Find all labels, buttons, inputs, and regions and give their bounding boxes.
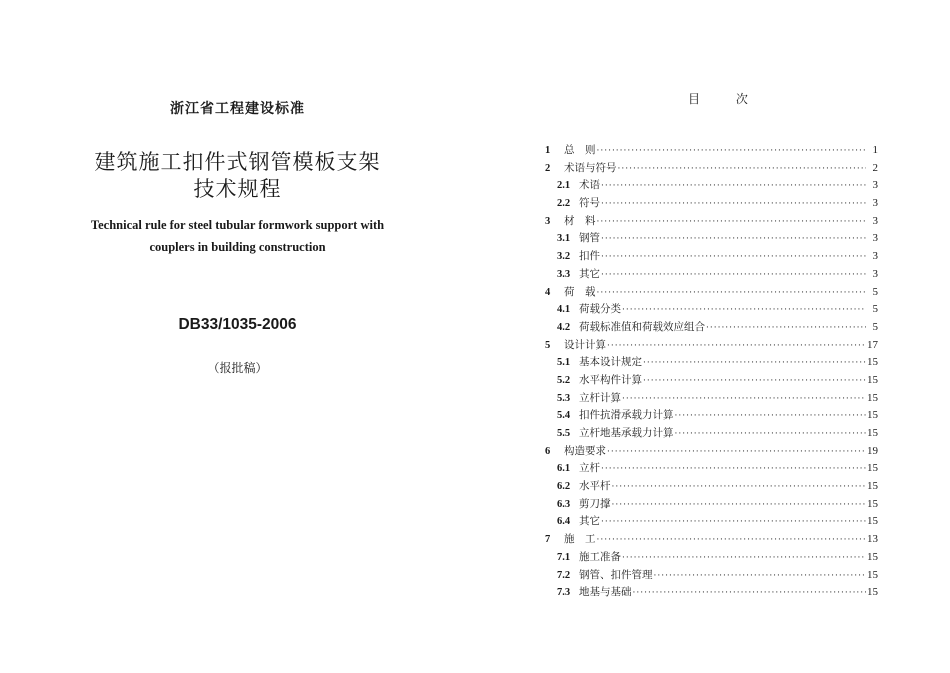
toc-entry-label: 立杆 [579, 462, 600, 475]
toc-entry-page: 17 [867, 338, 878, 351]
toc-entry[interactable] [545, 177, 878, 195]
toc-leader-dots [601, 270, 866, 280]
toc-entry-number: 5.3 [557, 392, 571, 404]
toc-entry-page: 15 [867, 550, 878, 563]
toc-entry-page: 15 [867, 515, 878, 528]
toc-entry-label: 材 料 [564, 214, 596, 227]
toc-entry-number: 5.2 [557, 374, 571, 386]
toc-entry[interactable] [545, 567, 878, 585]
english-title-line2: couplers in building construction [149, 240, 326, 254]
toc-entry-label: 其它 [579, 267, 600, 280]
toc-entry-number: 2 [545, 162, 551, 174]
toc-list [545, 142, 878, 602]
toc-entry-page: 15 [867, 373, 878, 386]
toc-entry-label: 构造要求 [564, 444, 606, 457]
toc-entry-label: 扣件 [579, 250, 600, 263]
toc-leader-dots [607, 341, 866, 351]
standard-code: DB33/1035-2006 [178, 316, 297, 333]
toc-entry-number: 4 [545, 286, 551, 298]
toc-leader-dots [597, 217, 867, 227]
toc-entry[interactable] [545, 496, 878, 514]
toc-entry[interactable] [545, 213, 878, 231]
draft-note: （报批稿） [207, 361, 268, 375]
toc-entry-label: 其它 [579, 515, 600, 528]
toc-entry[interactable] [545, 460, 878, 478]
toc-entry-label: 水平杆 [579, 480, 611, 493]
toc-entry[interactable] [545, 443, 878, 461]
toc-entry-page: 3 [872, 179, 878, 192]
toc-entry[interactable] [545, 142, 878, 160]
toc-leader-dots [601, 464, 866, 474]
toc-entry-label: 总 则 [564, 144, 596, 156]
toc-entry-number: 6.4 [557, 516, 571, 528]
toc-entry-number: 2.1 [557, 180, 571, 192]
toc-leader-dots [612, 482, 867, 492]
toc-entry-number: 5 [545, 339, 551, 351]
toc-entry[interactable] [545, 266, 878, 284]
toc-entry-page: 3 [872, 250, 878, 263]
toc-entry-label: 荷载标准值和荷载效应组合 [579, 320, 705, 333]
toc-leader-dots [675, 411, 867, 421]
toc-leader-dots [601, 234, 866, 244]
toc-entry-number: 6.2 [557, 481, 571, 493]
toc-leader-dots [622, 553, 866, 563]
toc-leader-dots [597, 288, 867, 298]
document-title-line2: 技术规程 [193, 177, 282, 201]
toc-entry[interactable] [545, 160, 878, 178]
toc-entry-page: 15 [867, 497, 878, 510]
toc-entry-label: 立杆计算 [579, 391, 621, 404]
toc-entry-number: 6.1 [557, 463, 571, 475]
toc-entry-number: 3 [545, 215, 551, 227]
toc-entry-label: 术语 [579, 179, 600, 192]
toc-entry-page: 13 [867, 533, 878, 546]
toc-leader-dots [622, 305, 866, 315]
toc-leader-dots [622, 394, 866, 404]
toc-entry-number: 7.1 [557, 551, 571, 563]
toc-entry-label: 术语与符号 [564, 161, 617, 174]
toc-entry-number: 4.2 [557, 321, 571, 333]
toc-page [475, 0, 950, 673]
english-title-line1: Technical rule for steel tubular formwork support with [90, 218, 385, 232]
toc-entry-label: 地基与基础 [579, 586, 632, 599]
toc-entry-page: 5 [872, 303, 878, 316]
toc-entry-page: 15 [867, 462, 878, 475]
toc-entry-page: 15 [867, 356, 878, 369]
toc-entry[interactable] [545, 478, 878, 496]
toc-entry-number: 3.2 [557, 251, 571, 263]
toc-entry-number: 6.3 [557, 498, 571, 510]
toc-entry-page: 15 [867, 586, 878, 599]
toc-entry-page: 15 [867, 391, 878, 404]
toc-entry[interactable] [545, 584, 878, 602]
toc-entry-number: 5.4 [557, 410, 571, 422]
toc-entry-number: 1 [545, 145, 551, 156]
toc-entry-page: 3 [872, 197, 878, 210]
document-title-line1: 建筑施工扣件式钢管模板支架 [94, 150, 381, 174]
toc-entry-label: 施工准备 [579, 550, 621, 563]
toc-leader-dots [601, 517, 866, 527]
toc-entry-label: 符号 [579, 197, 600, 210]
toc-entry-page: 15 [867, 480, 878, 493]
toc-entry-number: 7.3 [557, 587, 571, 599]
toc-entry[interactable] [545, 549, 878, 567]
toc-entry[interactable] [545, 390, 878, 408]
toc-entry[interactable] [545, 195, 878, 213]
toc-entry-page: 19 [867, 444, 878, 457]
toc-entry-label: 施 工 [564, 533, 596, 546]
toc-leader-dots [597, 535, 867, 545]
toc-entry-label: 荷载分类 [579, 303, 621, 316]
toc-entry-number: 3.3 [557, 268, 571, 280]
toc-entry-number: 7.2 [557, 569, 571, 581]
toc-entry[interactable] [545, 230, 878, 248]
toc-leader-dots [601, 181, 866, 191]
toc-entry[interactable] [545, 319, 878, 337]
toc-leader-dots [618, 164, 867, 174]
toc-entry-page: 15 [867, 409, 878, 422]
toc-entry-label: 钢管、扣件管理 [579, 568, 653, 581]
toc-leader-dots [706, 323, 866, 333]
toc-entry[interactable] [545, 372, 878, 390]
toc-leader-dots [607, 447, 866, 457]
toc-entry-page: 5 [872, 285, 878, 298]
toc-leader-dots [643, 358, 866, 368]
toc-entry-number: 7 [545, 534, 551, 546]
toc-entry-number: 3.1 [557, 233, 571, 245]
toc-entry-label: 剪刀撑 [579, 497, 611, 510]
toc-entry-label: 基本设计规定 [579, 356, 642, 369]
toc-entry-label: 荷 载 [564, 285, 596, 298]
toc-entry-number: 2.2 [557, 198, 571, 210]
toc-entry-page: 3 [872, 232, 878, 245]
toc-entry[interactable] [545, 531, 878, 549]
toc-entry-page: 5 [872, 320, 878, 333]
toc-entry-number: 5.5 [557, 428, 571, 439]
toc-title: 目 次 [688, 92, 764, 106]
toc-entry-label: 立杆地基承载力计算 [579, 427, 674, 439]
toc-entry[interactable] [545, 284, 878, 302]
toc-leader-dots [601, 199, 866, 209]
toc-entry-page: 3 [872, 267, 878, 280]
toc-entry[interactable] [545, 248, 878, 266]
toc-leader-dots [675, 429, 867, 439]
toc-leader-dots [601, 252, 866, 262]
toc-entry-label: 钢管 [579, 232, 600, 245]
toc-leader-dots [654, 571, 867, 581]
toc-leader-dots [633, 588, 867, 598]
toc-entry-page: 15 [867, 427, 878, 439]
toc-entry-page: 1 [872, 144, 878, 156]
toc-entry-label: 设计计算 [564, 338, 606, 351]
toc-entry-number: 5.1 [557, 357, 571, 369]
toc-leader-dots [597, 146, 867, 156]
toc-entry[interactable] [545, 337, 878, 355]
toc-leader-dots [612, 500, 867, 510]
toc-entry[interactable] [545, 407, 878, 425]
toc-leader-dots [643, 376, 866, 386]
toc-entry-page: 3 [872, 214, 878, 227]
toc-entry[interactable] [545, 354, 878, 372]
toc-entry-label: 水平构件计算 [579, 373, 642, 386]
toc-entry-page: 2 [872, 161, 878, 174]
toc-entry-page: 15 [867, 568, 878, 581]
toc-entry[interactable] [545, 425, 878, 443]
toc-entry-number: 6 [545, 445, 551, 457]
toc-entry[interactable] [545, 513, 878, 531]
toc-entry-label: 扣件抗滑承载力计算 [579, 409, 674, 422]
toc-entry-number: 4.1 [557, 304, 571, 316]
toc-entry[interactable] [545, 301, 878, 319]
organization-title: 浙江省工程建设标准 [170, 101, 305, 117]
